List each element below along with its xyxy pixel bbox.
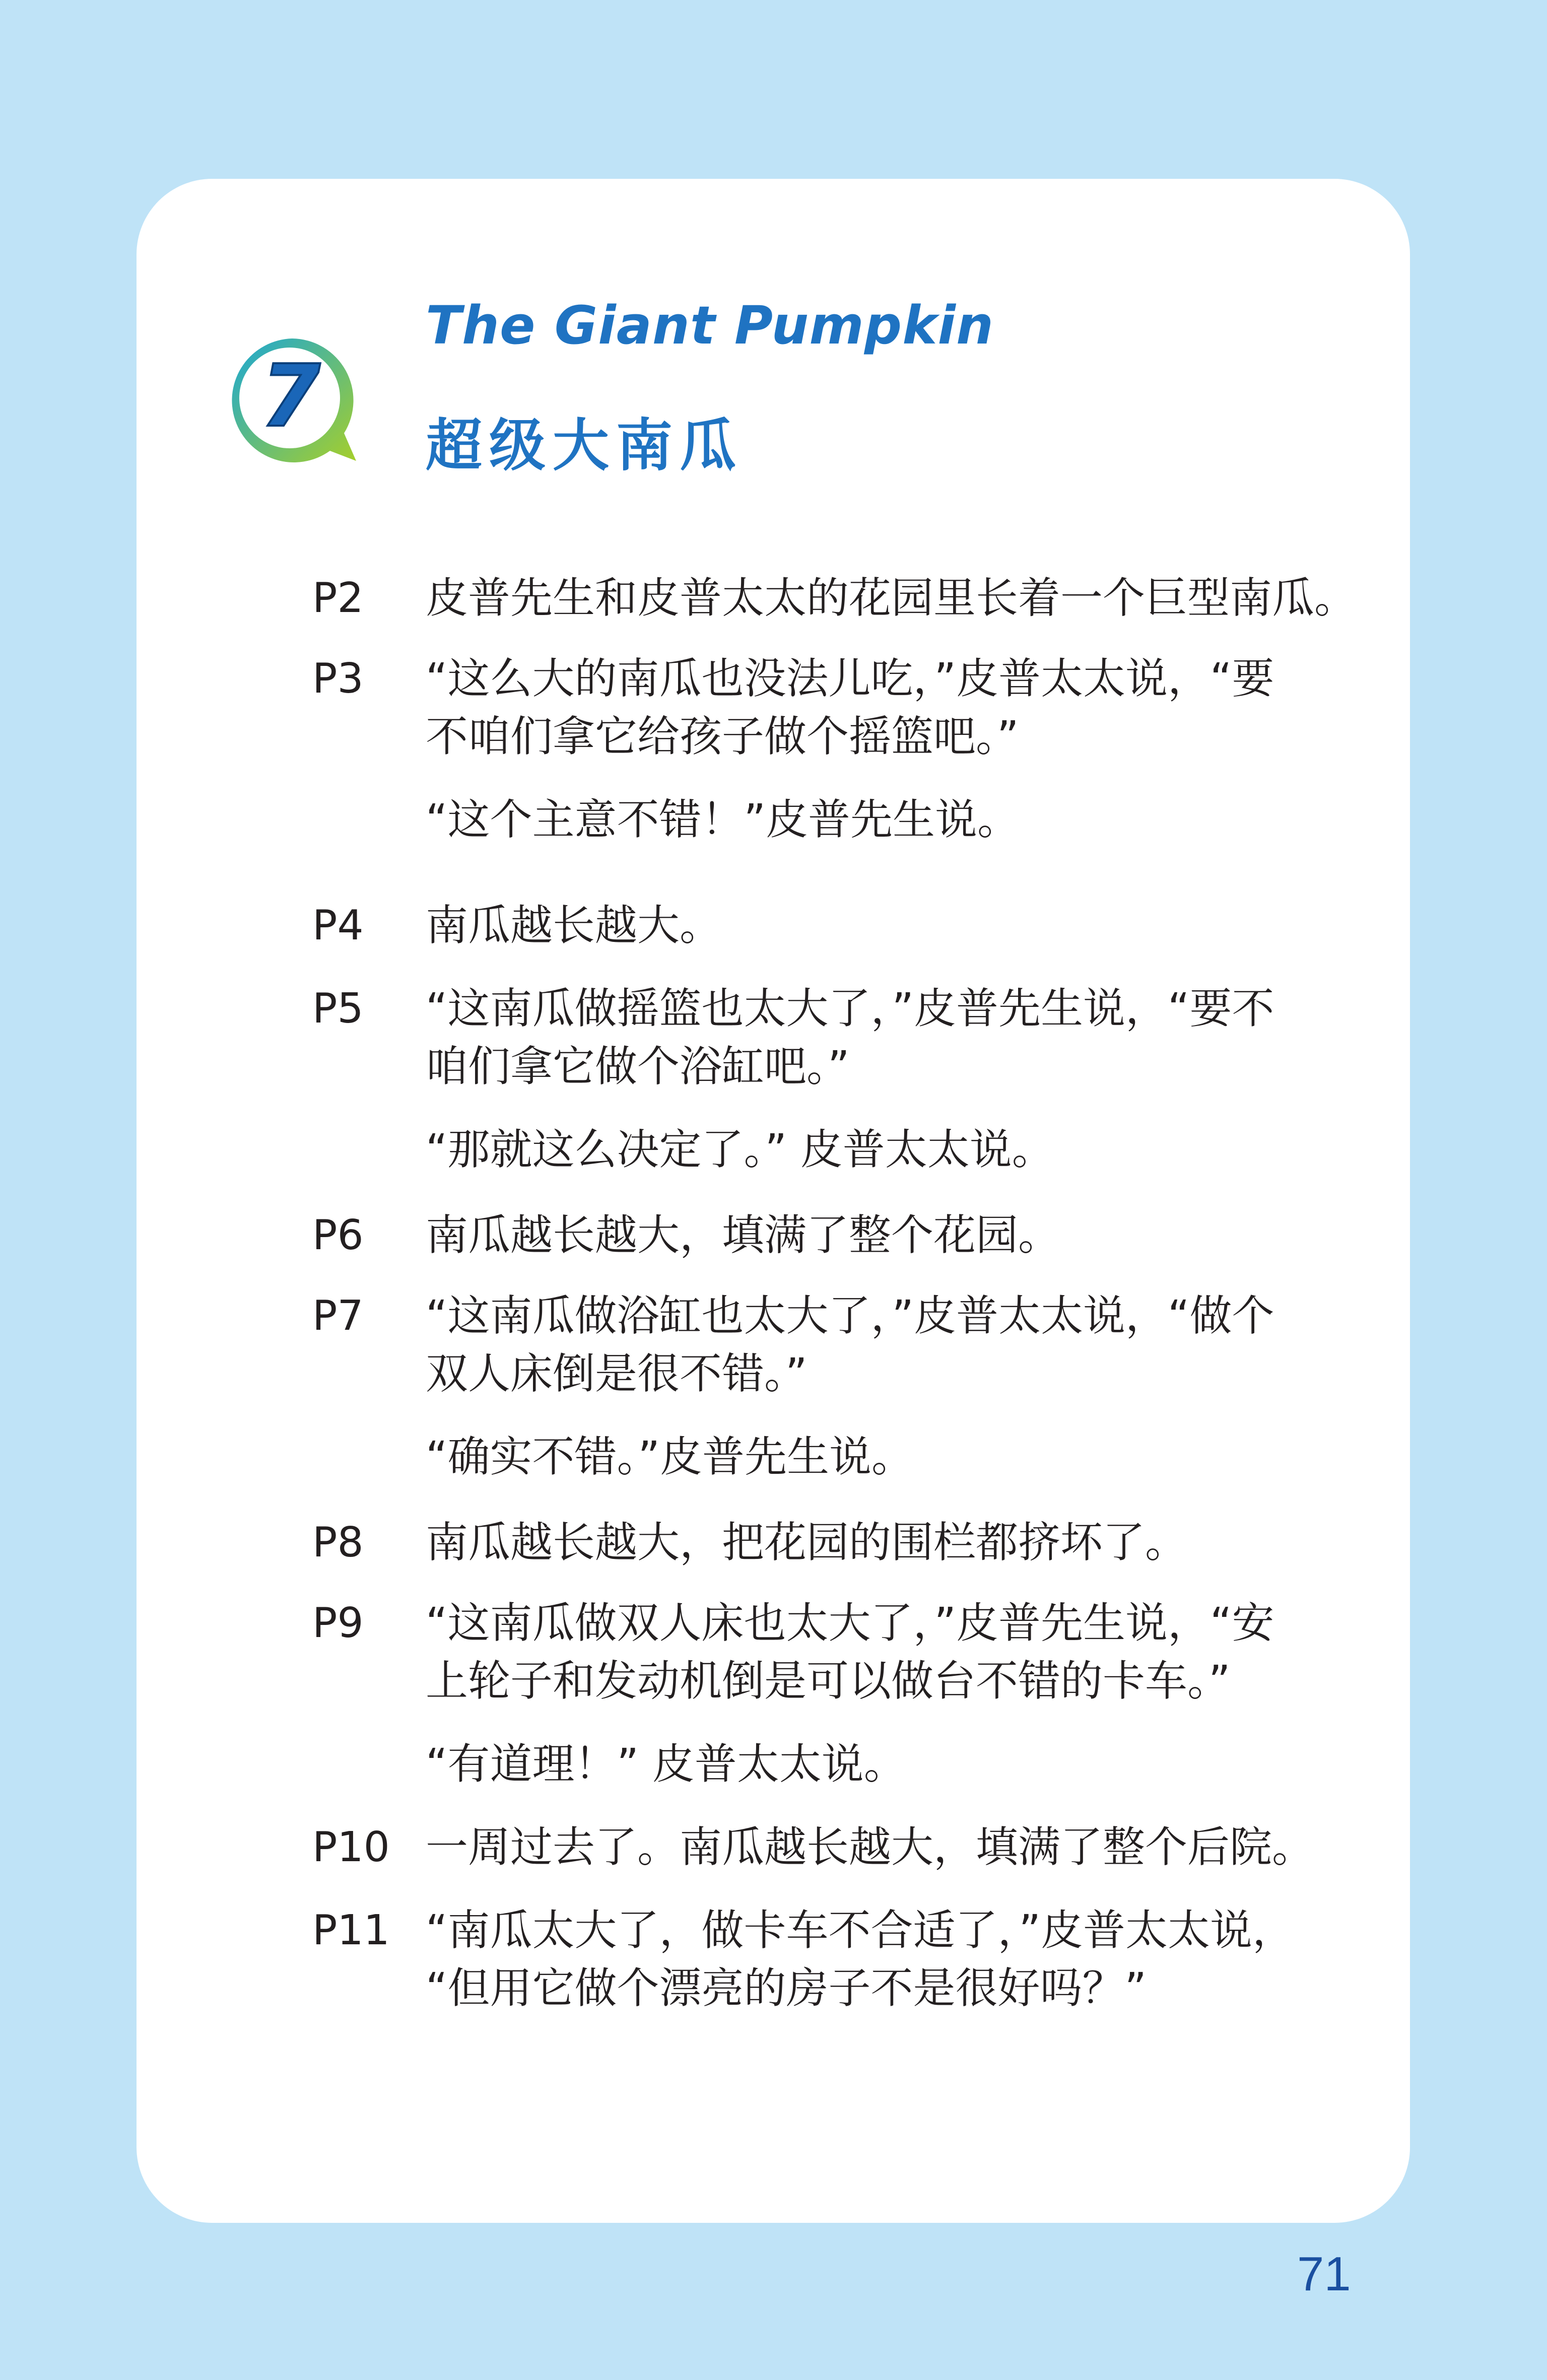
page-reference: P4 <box>312 902 364 949</box>
badge-number: 7 <box>260 347 321 446</box>
page-reference: P9 <box>312 1599 364 1647</box>
story-text: “这南瓜做浴缸也太大了，”皮普太太说，“做个 双人床倒是很不错。” <box>426 1291 1274 1398</box>
page-reference: P6 <box>312 1211 364 1259</box>
page-reference: P3 <box>312 655 364 703</box>
story-text: 南瓜越长越大，填满了整个花园。 <box>426 1210 1061 1260</box>
story-text: 南瓜越长越大。 <box>426 901 722 950</box>
story-text: 南瓜越长越大，把花园的围栏都挤坏了。 <box>426 1518 1188 1567</box>
story-text: 皮普先生和皮普太太的花园里长着一个巨型南瓜。 <box>426 573 1357 623</box>
story-text: “这么大的南瓜也没法儿吃，”皮普太太说，“要 不咱们拿它给孩子做个摇篮吧。” <box>426 654 1274 761</box>
story-text: “确实不错。”皮普先生说。 <box>426 1432 914 1481</box>
page-reference: P5 <box>312 985 364 1033</box>
story-text: “有道理！” 皮普太太说。 <box>426 1739 906 1789</box>
title-chinese: 超级大南瓜 <box>426 413 743 479</box>
story-text: “那就这么决定了。” 皮普太太说。 <box>426 1125 1054 1174</box>
story-text: “南瓜太大了，做卡车不合适了，”皮普太太说， “但用它做个漂亮的房子不是很好吗？” <box>426 1906 1295 2013</box>
page-reference: P8 <box>312 1519 364 1567</box>
page-reference: P11 <box>312 1907 390 1954</box>
story-text: 一周过去了。南瓜越长越大，填满了整个后院。 <box>426 1822 1315 1872</box>
story-text: “这南瓜做摇篮也太大了，”皮普先生说，“要不 咱们拿它做个浴缸吧。” <box>426 984 1274 1091</box>
page-number: 71 <box>1297 2247 1351 2301</box>
title-english: The Giant Pumpkin <box>426 295 994 356</box>
page-reference: P2 <box>312 574 364 622</box>
page-reference: P7 <box>312 1292 364 1340</box>
story-text: “这个主意不错！”皮普先生说。 <box>426 795 1020 844</box>
story-text: “这南瓜做双人床也太大了，”皮普先生说，“安 上轮子和发动机倒是可以做台不错的卡车。” <box>426 1598 1274 1706</box>
chapter-badge <box>224 332 360 468</box>
page-reference: P10 <box>312 1823 390 1871</box>
